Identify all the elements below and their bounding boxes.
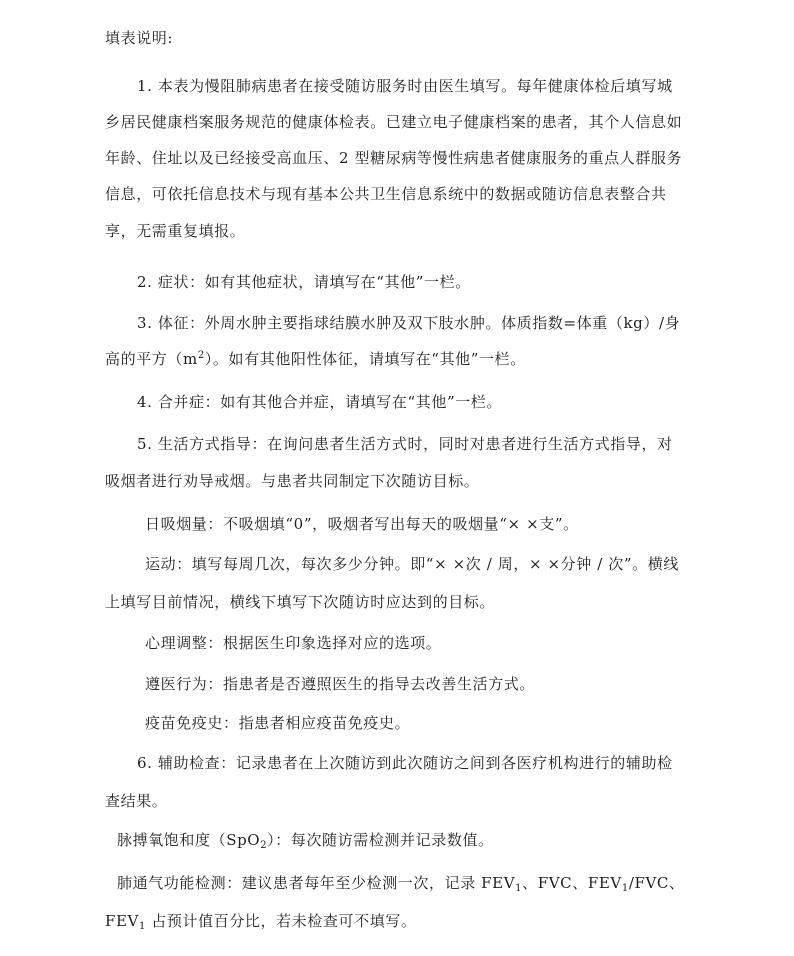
item-4-complications: 4. 合并症：如有其他合并症，请填写在“其他”一栏。	[137, 393, 503, 411]
spo2-a: 脉搏氧饱和度（SpO	[117, 831, 261, 849]
item-5-vaccine: 疫苗免疫史：指患者相应疫苗免疫史。	[145, 714, 411, 732]
item-5-smoking: 日吸烟量：不吸烟填“0”，吸烟者写出每天的吸烟量“× ×支”。	[145, 515, 579, 533]
item-1-line-1: 1. 本表为慢阻肺病患者在接受随访服务时由医生填写。每年健康体检后填写城	[137, 77, 673, 95]
item-1-line-2: 乡居民健康档案服务规范的健康体检表。已建立电子健康档案的患者，其个人信息如	[105, 113, 683, 131]
item-3-line-2-b: ）。如有其他阳性体征，请填写在“其他”一栏。	[204, 350, 526, 368]
item-3-line-2-a: 高的平方（m	[105, 350, 198, 368]
item-3-line-2	[105, 349, 526, 369]
spo2-subscript: 2	[260, 840, 268, 851]
item-1-line-5: 享，无需重复填报。	[105, 222, 246, 240]
lung-d: FEV	[105, 912, 139, 930]
lung-b: 、FVC、FEV	[522, 874, 622, 892]
item-5-line-2: 吸烟者进行劝导戒烟。与患者共同制定下次随访目标。	[105, 472, 480, 490]
lung-subscript-1: 1	[515, 883, 523, 894]
lung-e: 占预计值百分比，若未检查可不填写。	[145, 912, 417, 930]
item-3-superscript: 2	[197, 350, 205, 361]
lung-a: 肺通气功能检测：建议患者每年至少检测一次，记录 FEV	[117, 874, 516, 892]
item-6-line-2: 查结果。	[105, 792, 168, 810]
item-5-line-1: 5. 生活方式指导：在询问患者生活方式时，同时对患者进行生活方式指导，对	[137, 435, 673, 453]
lung-function-line-2	[105, 911, 417, 931]
item-5-exercise-line-2: 上填写目前情况，横线下填写下次随访时应达到的目标。	[105, 593, 496, 611]
item-5-exercise-line-1: 运动：填写每周几次，每次多少分钟。即“× ×次 / 周，× ×分钟 / 次”。横线	[145, 555, 679, 573]
item-5-compliance: 遵医行为：指患者是否遵照医生的指导去改善生活方式。	[145, 675, 536, 693]
item-3-line-1: 3. 体征：外周水肿主要指球结膜水肿及双下肢水肿。体质指数=体重（kg）/身	[137, 314, 681, 332]
spo2-b: ）：每次随访需检测并记录数值。	[267, 831, 494, 849]
spo2-note	[117, 830, 494, 850]
item-5-mental: 心理调整：根据医生印象选择对应的选项。	[145, 634, 442, 652]
lung-function-line-1	[117, 873, 685, 893]
lung-c: /FVC、	[628, 874, 685, 892]
item-1-line-4: 信息，可依托信息技术与现有基本公共卫生信息系统中的数据或随访信息表整合共	[105, 185, 667, 203]
lung-subscript-3: 1	[139, 921, 146, 932]
lung-subscript-2: 1	[621, 883, 629, 894]
instructions-heading: 填表说明:	[105, 29, 174, 47]
item-6-line-1: 6. 辅助检查：记录患者在上次随访到此次随访之间到各医疗机构进行的辅助检	[137, 754, 673, 772]
item-1-line-3: 年龄、住址以及已经接受高血压、2 型糖尿病等慢性病患者健康服务的重点人群服务	[105, 149, 683, 167]
item-2-symptoms: 2. 症状：如有其他症状，请填写在“其他”一栏。	[137, 273, 471, 291]
